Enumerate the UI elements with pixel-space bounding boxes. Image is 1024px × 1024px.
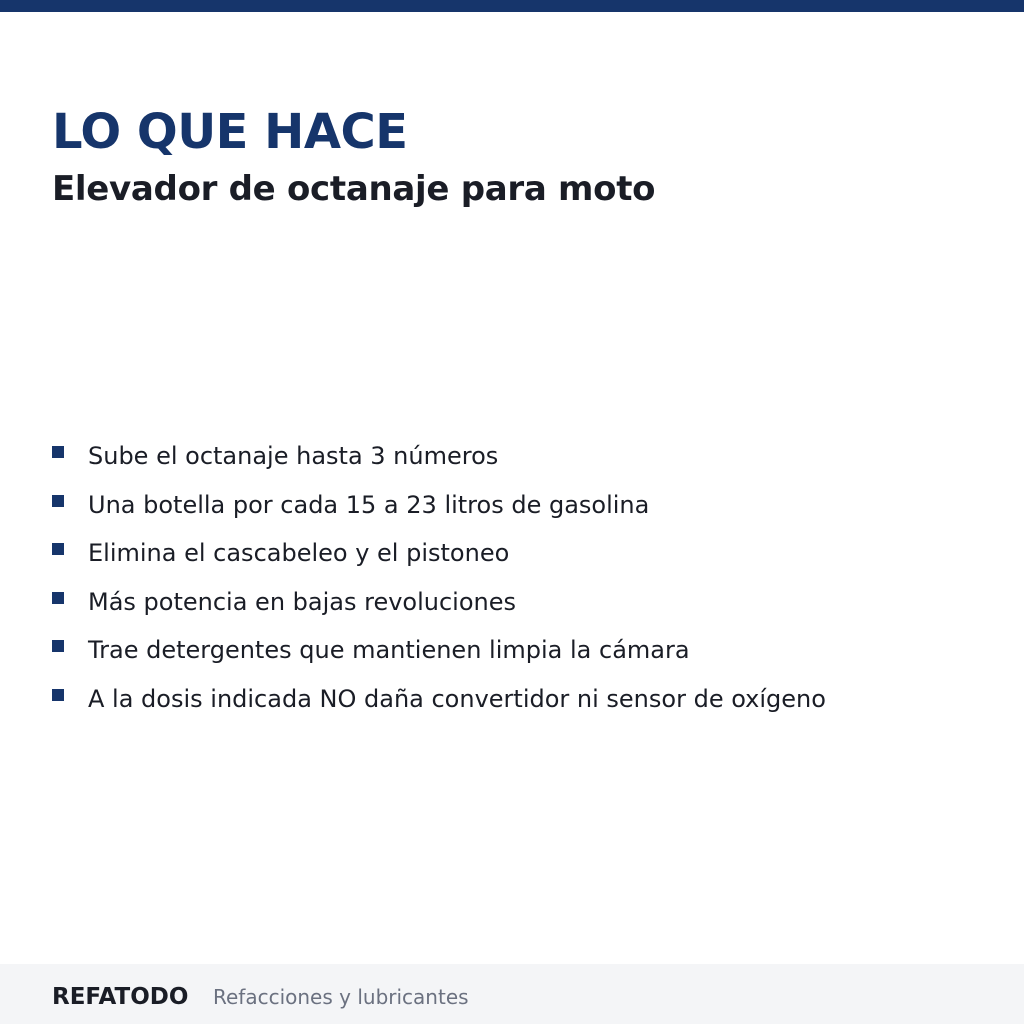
- list-item: [52, 630, 992, 679]
- brand-name: REFATODO: [52, 984, 189, 1010]
- page-subtitle: Elevador de octanaje para moto: [52, 169, 656, 209]
- feature-text: Una botella por cada 15 a 23 litros de gasolina: [88, 490, 650, 519]
- top-accent-bar: [0, 0, 1024, 12]
- list-item: [52, 485, 992, 534]
- square-bullet-icon: [52, 640, 64, 652]
- list-item: [52, 436, 992, 485]
- footer: [0, 964, 1024, 1024]
- feature-text: Sube el octanaje hasta 3 números: [88, 442, 499, 470]
- list-item: [52, 533, 992, 582]
- feature-list: [52, 436, 992, 728]
- list-item: [52, 582, 992, 631]
- page-title: LO QUE HACE: [52, 104, 408, 160]
- feature-text: A la dosis indicada NO daña convertidor ni sensor de oxígeno: [88, 684, 826, 713]
- square-bullet-icon: [52, 592, 64, 604]
- square-bullet-icon: [52, 689, 64, 701]
- square-bullet-icon: [52, 446, 64, 458]
- feature-text: Trae detergentes que mantienen limpia la cámara: [88, 636, 690, 665]
- feature-text: Elimina el cascabeleo y el pistoneo: [88, 539, 510, 568]
- feature-text: Más potencia en bajas revoluciones: [88, 587, 517, 616]
- list-item: [52, 679, 992, 728]
- brand-tagline: Refacciones y lubricantes: [213, 985, 469, 1009]
- square-bullet-icon: [52, 495, 64, 507]
- square-bullet-icon: [52, 543, 64, 555]
